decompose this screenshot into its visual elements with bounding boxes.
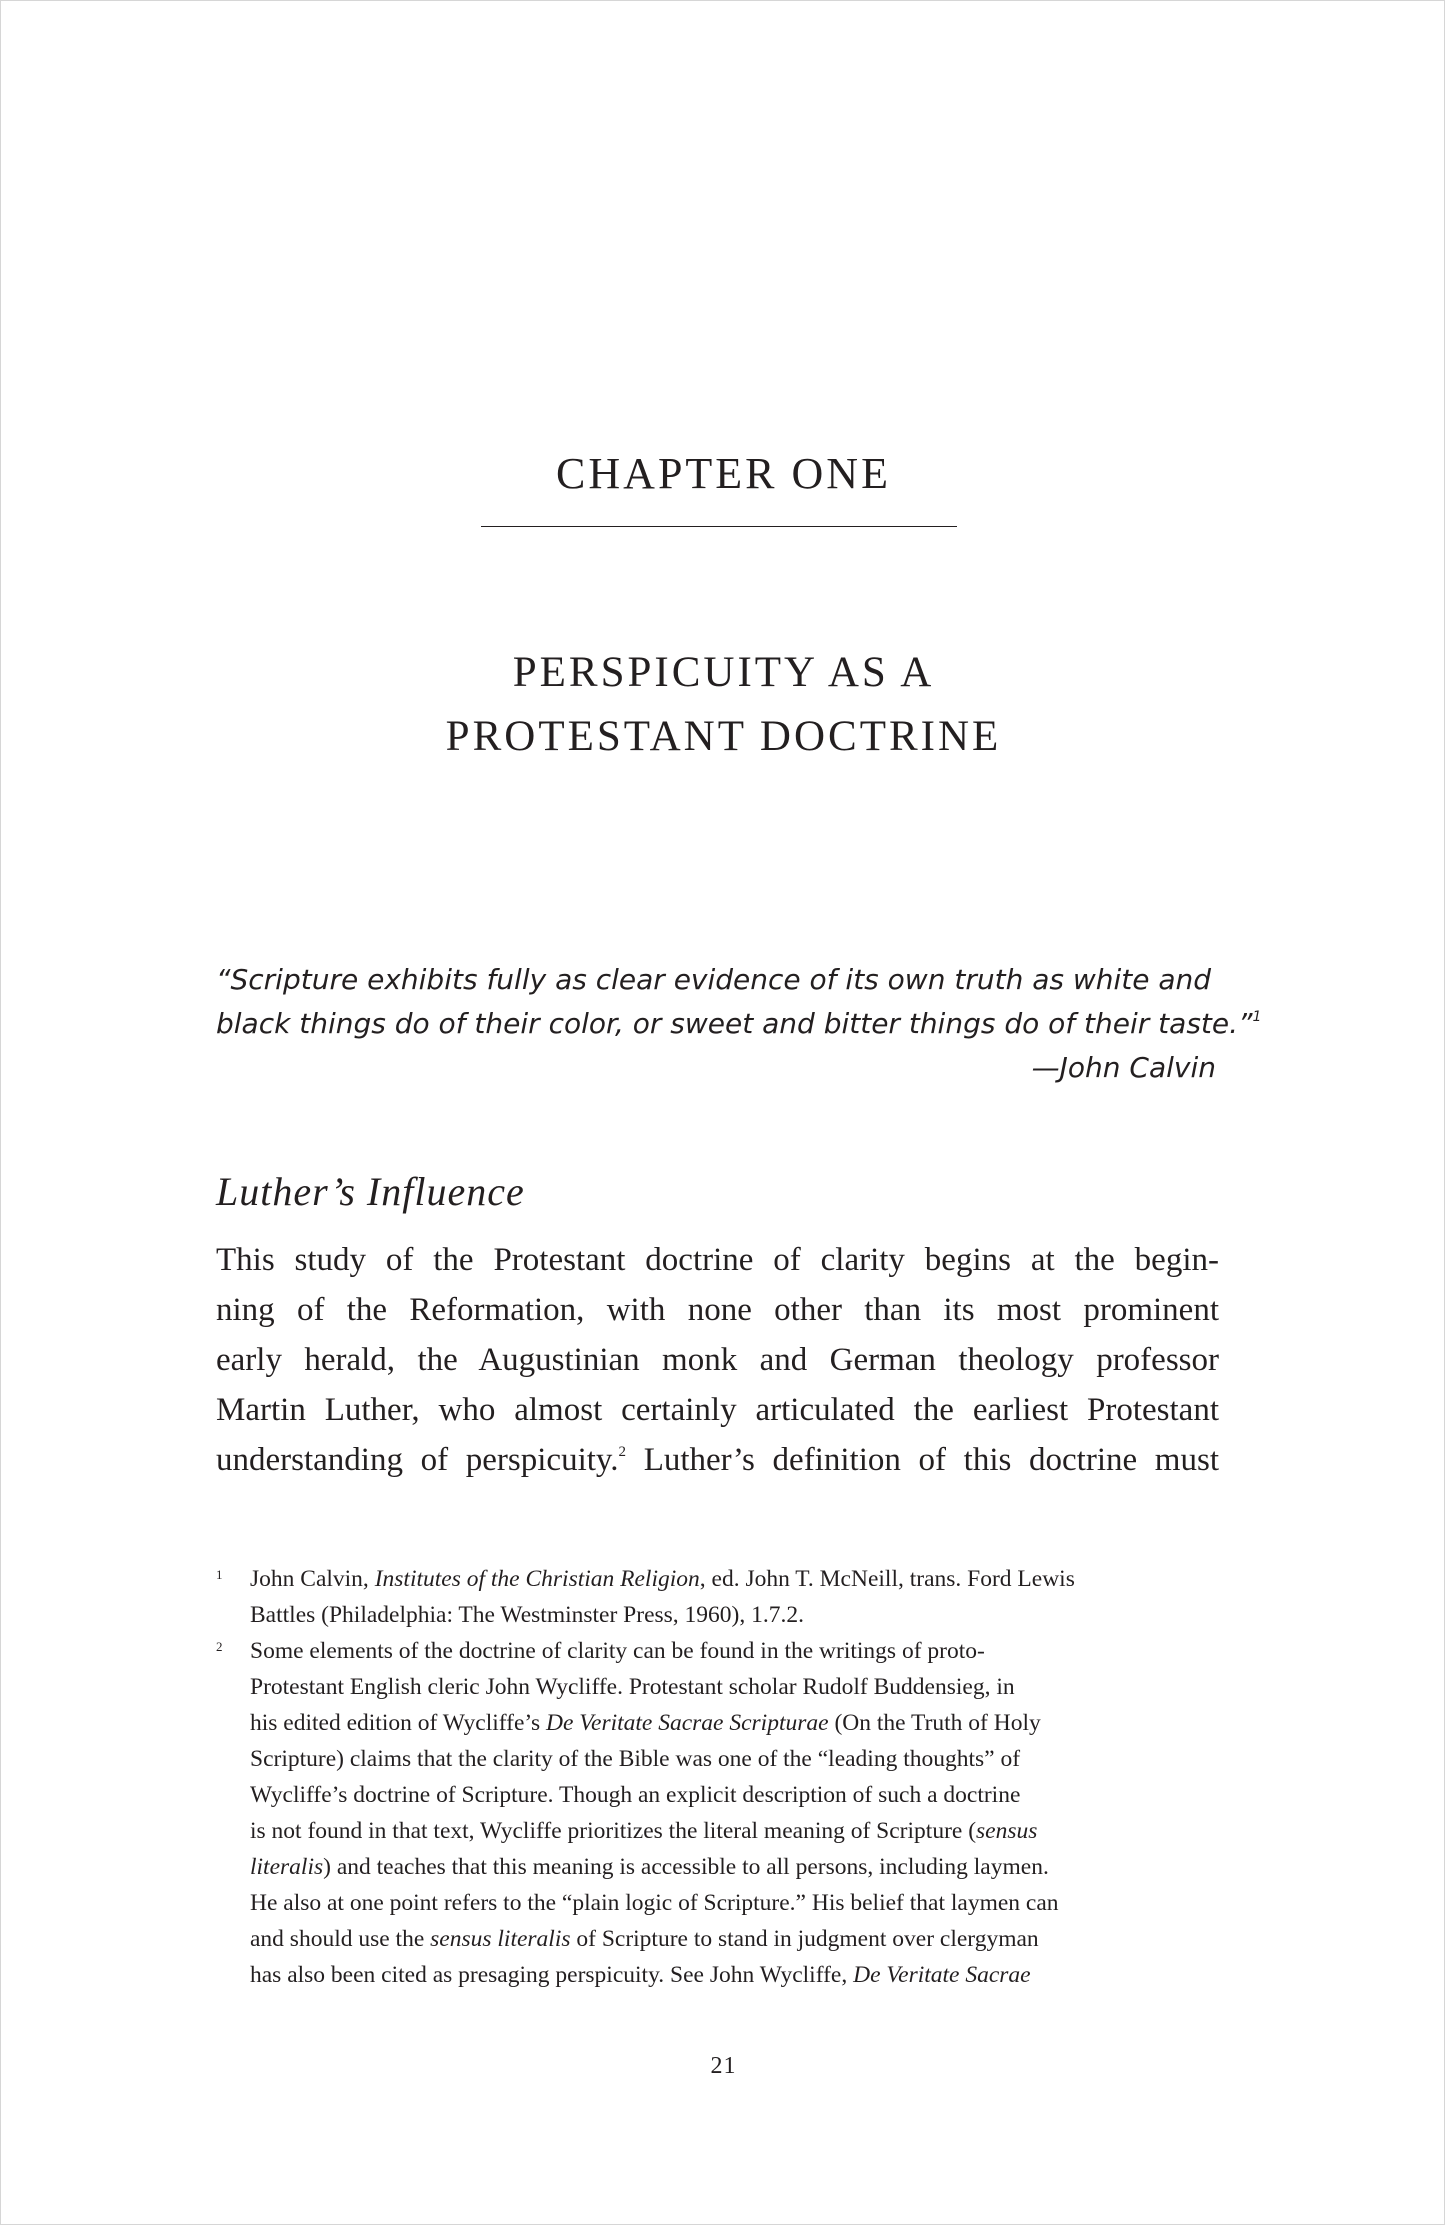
body-line-5-start: understanding of perspicuity. (216, 1442, 619, 1478)
chapter-title-line-1: PERSPICUITY AS A (512, 649, 935, 696)
footnote-2-line-6 (250, 1813, 1219, 1849)
footnote-2-term-sensus: sensus (976, 1818, 1038, 1844)
chapter-title-line-2: PROTESTANT DOCTRINE (445, 713, 1002, 760)
footnote-2-line-4: Scripture) claims that the clarity of the Bible was one of the “leading thoughts” of (250, 1746, 1021, 1772)
footnote-1-author: John Calvin, (250, 1566, 375, 1592)
footnote-2-marker: 2 (216, 1639, 223, 1654)
footnote-2-line-2: Protestant English cleric John Wycliffe. Protestant scholar Rudolf Buddensieg, in (250, 1674, 1015, 1700)
chapter-rule-divider (481, 526, 957, 527)
footnote-1-line-1 (250, 1561, 1219, 1597)
footnote-2-line-7 (250, 1849, 1219, 1885)
body-line-3: early herald, the Augustinian monk and German theology professor (216, 1342, 1219, 1378)
footnote-1-editors: , ed. John T. McNeill, trans. Ford Lewis (699, 1566, 1075, 1592)
section-heading: Luther’s Influence (216, 1169, 525, 1214)
footnote-2-line-10-title: De Veritate Sacrae (853, 1962, 1031, 1988)
footnote-2-line-3-start: his edited edition of Wycliffe’s (250, 1710, 546, 1736)
footnote-1-line-2: Battles (Philadelphia: The Westminster Press, 1960), 1.7.2. (250, 1602, 804, 1628)
footnote-2-line-7-end: ) and teaches that this meaning is accessible to all persons, including laymen. (323, 1854, 1049, 1880)
body-line-4: Martin Luther, who almost certainly articulated the earliest Protestant (216, 1392, 1219, 1428)
footnote-2-line-3 (250, 1705, 1219, 1741)
body-line-5-end: Luther’s definition of this doctrine must (626, 1442, 1219, 1478)
footnote-2-line-5: Wycliffe’s doctrine of Scripture. Though an explicit description of such a doctrine (250, 1782, 1021, 1808)
footnote-2-line-9-start: and should use the (250, 1926, 431, 1952)
body-line-2: ning of the Reformation, with none other than its most prominent (216, 1292, 1219, 1328)
epigraph-line-2-text: black things do of their color, or sweet and bitter things do of their taste.” (216, 1007, 1253, 1040)
footnote-2-work-title: De Veritate Sacrae Scripturae (545, 1710, 829, 1736)
footnote-2-line-10 (250, 1957, 1219, 1993)
footnote-2-line-6-start: is not found in that text, Wycliffe prioritizes the literal meaning of Scripture ( (250, 1818, 977, 1844)
footnotes (216, 1561, 1219, 1993)
epigraph-line-1: “Scripture exhibits fully as clear evidence of its own truth as white and (216, 963, 1212, 996)
footnote-2-line-8: He also at one point refers to the “plain logic of Scripture.” His belief that laymen can (250, 1890, 1059, 1916)
footnote-2-term-sensus-literalis: sensus literalis (430, 1926, 571, 1952)
footnote-2-line-9-end: of Scripture to stand in judgment over clergyman (570, 1926, 1039, 1952)
footnote-1-marker: 1 (216, 1567, 223, 1582)
footnote-1 (216, 1561, 1219, 1633)
epigraph-line-2 (216, 1002, 1262, 1046)
footnote-2-line-1: Some elements of the doctrine of clarity can be found in the writings of proto- (250, 1638, 985, 1664)
body-note-marker[interactable]: 2 (618, 1444, 627, 1460)
chapter-label: CHAPTER ONE (556, 449, 891, 498)
footnote-2-term-literalis: literalis (250, 1854, 324, 1880)
footnote-2-line-3-end: (On the Truth of Holy (828, 1710, 1041, 1736)
epigraph-attribution: —John Calvin (1031, 1051, 1216, 1084)
page-number: 21 (710, 2053, 737, 2079)
footnote-2-line-9 (250, 1921, 1219, 1957)
footnote-2 (216, 1633, 1219, 1993)
body-line-1: This study of the Protestant doctrine of clarity begins at the begin- (216, 1242, 1219, 1278)
epigraph (216, 958, 1262, 1090)
body-paragraph (216, 1235, 1219, 1485)
footnote-2-line-10-start: has also been cited as presaging perspicuity. See John Wycliffe, (250, 1962, 854, 1988)
chapter-title (1, 641, 1445, 769)
footnote-1-title: Institutes of the Christian Religion (374, 1566, 700, 1592)
body-line-5 (216, 1435, 1219, 1485)
epigraph-note-marker[interactable]: 1 (1252, 1009, 1262, 1025)
